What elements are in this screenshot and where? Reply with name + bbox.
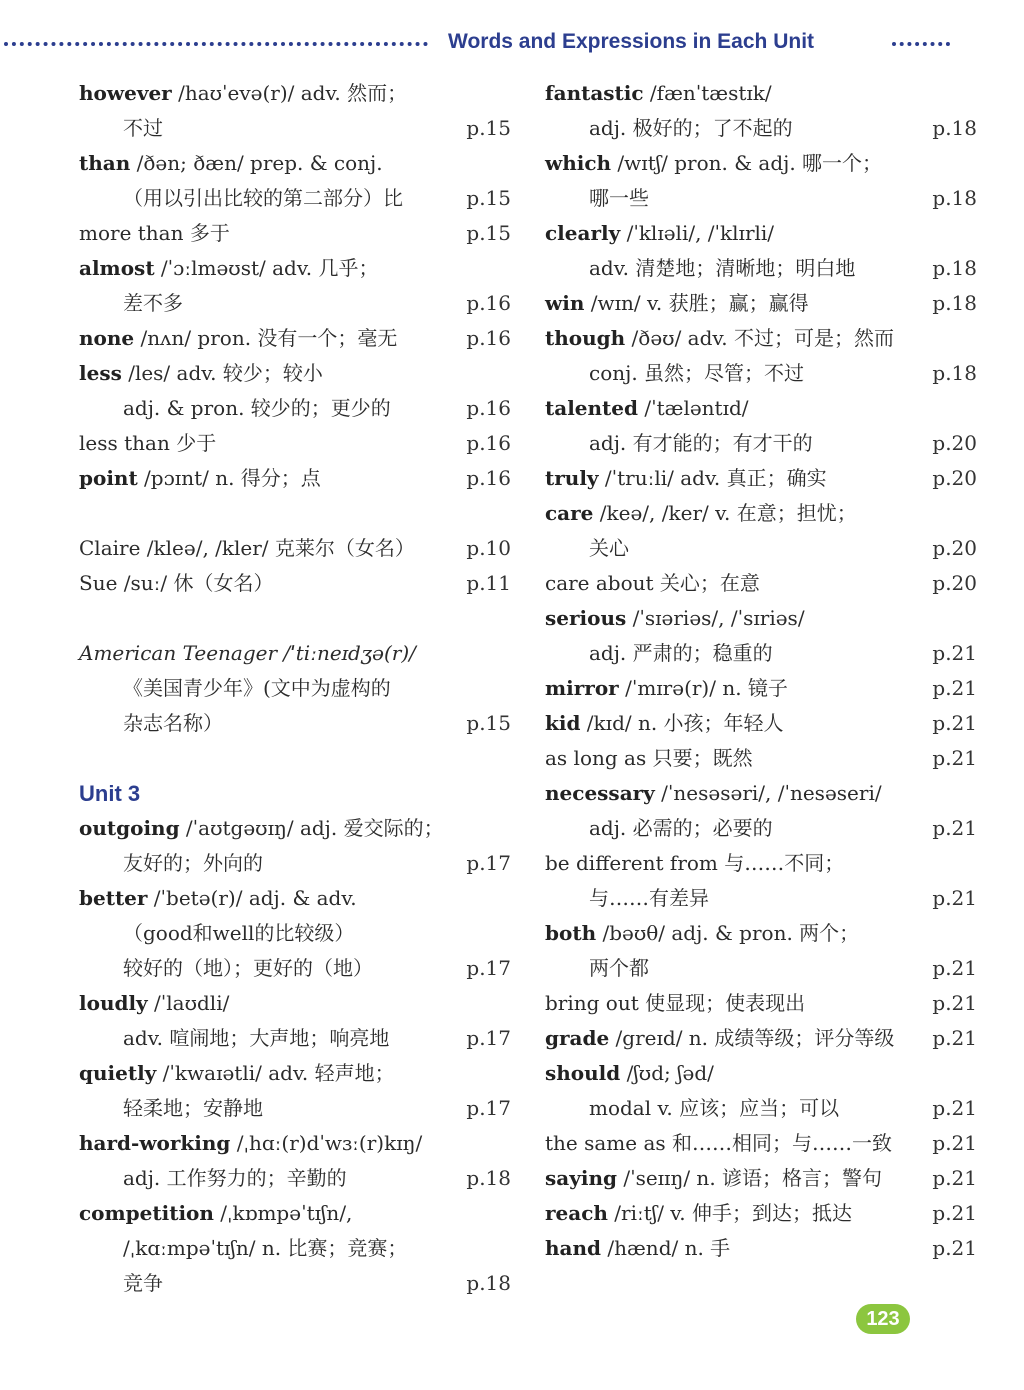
entry-definition: （用以引出比较的第二部分）比: [123, 186, 403, 210]
entry-definition: adv. 喧闹地；大声地；响亮地: [123, 1026, 390, 1050]
page-reference: p.17: [466, 956, 511, 980]
headword: kid: [545, 711, 581, 735]
entry-definition: /wɪn/ v. 获胜；赢；赢得: [584, 291, 809, 315]
page-reference: p.21: [932, 1026, 977, 1050]
vocab-entry-line: [545, 321, 985, 356]
vocab-entry-line: [79, 986, 519, 1021]
headword: reach: [545, 1201, 608, 1225]
page-reference: p.16: [466, 466, 511, 490]
page-reference: p.20: [932, 431, 977, 455]
page-reference: p.18: [466, 1166, 511, 1190]
entry-definition: adv. 清楚地；清晰地；明白地: [589, 256, 856, 280]
entry-definition: /ˈbetə(r)/ adj. & adv.: [147, 886, 357, 910]
vocab-entry-line: [545, 706, 985, 741]
vocab-entry-line: [545, 1056, 985, 1091]
page-reference: p.21: [932, 1131, 977, 1155]
vocab-entry-line: [545, 601, 985, 636]
headword: care: [545, 501, 594, 525]
entry-definition: /ˈnesəsəri/, /ˈnesəseri/: [654, 781, 882, 805]
right-column: [545, 76, 985, 1266]
vocab-entry-line: [79, 846, 519, 881]
entry-definition: /ˈtæləntɪd/: [638, 396, 749, 420]
entry-definition: adj. 有才能的；有才干的: [589, 431, 813, 455]
page-reference: p.18: [932, 186, 977, 210]
vocab-entry-line: [79, 1231, 519, 1266]
vocab-entry-line: [79, 1161, 519, 1196]
page-reference: p.21: [932, 816, 977, 840]
vocab-entry-line: [545, 811, 985, 846]
page-reference: p.21: [932, 1096, 977, 1120]
headword: almost: [79, 256, 155, 280]
entry-definition: American Teenager /ˈtiːneɪdʒə(r)/: [79, 641, 416, 665]
vocab-entry-line: [79, 251, 519, 286]
entry-definition: /ðəʊ/ adv. 不过；可是；然而: [625, 326, 895, 350]
vocab-entry-line: [545, 846, 985, 881]
headword: serious: [545, 606, 627, 630]
vocab-entry-line: [79, 181, 519, 216]
header-dotted-rule-left: [4, 42, 428, 46]
unit-heading: [79, 776, 519, 811]
page-reference: p.18: [932, 291, 977, 315]
vocab-entry-line: [545, 986, 985, 1021]
vocab-entry-line: [545, 1021, 985, 1056]
entry-definition: /haʊˈevə(r)/ adv. 然而；: [171, 81, 408, 105]
entry-definition: 较好的（地）；更好的（地）: [123, 956, 373, 980]
vocab-entry-line: [545, 1161, 985, 1196]
vocab-entry-line: [545, 76, 985, 111]
page-reference: p.20: [932, 571, 977, 595]
entry-definition: /bəʊθ/ adj. & pron. 两个；: [596, 921, 860, 945]
entry-definition: adj. 工作努力的；辛勤的: [123, 1166, 347, 1190]
headword: hard-working: [79, 1131, 231, 1155]
vocab-entry-line: [545, 1091, 985, 1126]
entry-definition: 竞争: [123, 1271, 163, 1295]
vocab-entry-line: [79, 1196, 519, 1231]
entry-spacer: [79, 741, 519, 776]
entry-definition: /ˌhɑː(r)dˈwɜː(r)kɪŋ/: [230, 1131, 423, 1155]
vocab-entry-line: [79, 426, 519, 461]
entry-definition: 关心: [589, 536, 629, 560]
vocab-entry-line: [545, 216, 985, 251]
header-dotted-rule-right: [892, 42, 950, 46]
entry-definition: conj. 虽然；尽管；不过: [589, 361, 805, 385]
entry-definition: more than 多于: [79, 221, 230, 245]
entry-definition: Claire /kleə/, /kler/ 克莱尔（女名）: [79, 536, 415, 560]
entry-definition: （good和well的比较级）: [123, 921, 355, 945]
entry-definition: /ˈtruːli/ adv. 真正；确实: [598, 466, 827, 490]
entry-definition: /ˈsɪəriəs/, /ˈsɪriəs/: [626, 606, 805, 630]
vocab-entry-line: [545, 741, 985, 776]
entry-definition: /ˌkɑːmpəˈtɪʃn/ n. 比赛；竞赛；: [123, 1236, 408, 1260]
entry-definition: /hænd/ n. 手: [601, 1236, 731, 1260]
vocab-entry-line: [79, 916, 519, 951]
page-reference: p.21: [932, 746, 977, 770]
page-reference: p.21: [932, 991, 977, 1015]
page-reference: p.16: [466, 396, 511, 420]
vocab-entry-line: [545, 111, 985, 146]
entry-definition: /riːtʃ/ v. 伸手；到达；抵达: [607, 1201, 852, 1225]
entry-definition: /ˈɔːlməʊst/ adv. 几乎；: [154, 256, 379, 280]
entry-definition: 友好的；外向的: [123, 851, 263, 875]
page-reference: p.21: [932, 641, 977, 665]
page-reference: p.10: [466, 536, 511, 560]
page-reference: p.21: [932, 1201, 977, 1225]
page-reference: p.15: [466, 116, 511, 140]
entry-definition: 与……有差异: [589, 886, 709, 910]
entry-definition: 两个都: [589, 956, 649, 980]
vocab-entry-line: [79, 636, 519, 671]
vocab-entry-line: [79, 811, 519, 846]
vocab-entry-line: [545, 286, 985, 321]
vocab-entry-line: [545, 461, 985, 496]
entry-definition: be different from 与……不同；: [545, 851, 845, 875]
entry-definition: /ʃʊd; ʃəd/: [620, 1061, 714, 1085]
entry-definition: as long as 只要；既然: [545, 746, 753, 770]
page-reference: p.17: [466, 851, 511, 875]
entry-definition: /ˌkɒmpəˈtɪʃn/,: [213, 1201, 353, 1225]
page-reference: p.15: [466, 221, 511, 245]
vocab-entry-line: [79, 1091, 519, 1126]
headword: outgoing: [79, 816, 180, 840]
headword: none: [79, 326, 135, 350]
entry-definition: /ˈaʊtgəʊɪŋ/ adj. 爱交际的；: [179, 816, 444, 840]
page-reference: p.15: [466, 711, 511, 735]
headword: better: [79, 886, 148, 910]
page-reference: p.21: [932, 1166, 977, 1190]
page-number-badge: 123: [856, 1304, 910, 1334]
entry-definition: /greɪd/ n. 成绩等级；评分等级: [609, 1026, 895, 1050]
entry-definition: less than 少于: [79, 431, 217, 455]
entry-definition: adj. 必需的；必要的: [589, 816, 773, 840]
vocab-entry-line: [79, 1126, 519, 1161]
vocab-entry-line: [79, 1266, 519, 1301]
entry-definition: /pɔɪnt/ n. 得分；点: [137, 466, 321, 490]
vocab-entry-line: [545, 391, 985, 426]
entry-definition: care about 关心；在意: [545, 571, 760, 595]
vocab-entry-line: [79, 951, 519, 986]
entry-definition: 杂志名称）: [123, 711, 223, 735]
vocab-entry-line: [79, 321, 519, 356]
headword: less: [79, 361, 122, 385]
entry-definition: /fænˈtæstɪk/: [643, 81, 772, 105]
vocab-entry-line: [545, 776, 985, 811]
vocab-entry-line: [545, 1196, 985, 1231]
vocab-entry-line: [545, 181, 985, 216]
vocab-entry-line: [545, 356, 985, 391]
page-reference: p.21: [932, 956, 977, 980]
left-column: [79, 76, 519, 1301]
entry-definition: 哪一些: [589, 186, 649, 210]
page-reference: p.20: [932, 536, 977, 560]
vocab-entry-line: [79, 286, 519, 321]
headword: quietly: [79, 1061, 157, 1085]
entry-definition: 不过: [123, 116, 163, 140]
page-reference: p.21: [932, 886, 977, 910]
page-reference: p.18: [932, 361, 977, 385]
vocab-entry-line: [545, 146, 985, 181]
page-reference: p.21: [932, 1236, 977, 1260]
page-reference: p.16: [466, 431, 511, 455]
vocab-entry-line: [79, 216, 519, 251]
vocab-entry-line: [545, 951, 985, 986]
entry-spacer: [79, 601, 519, 636]
vocab-entry-line: [79, 531, 519, 566]
vocab-entry-line: [545, 496, 985, 531]
entry-definition: modal v. 应该；应当；可以: [589, 1096, 840, 1120]
vocab-entry-line: [79, 1056, 519, 1091]
page-reference: p.21: [932, 711, 977, 735]
entry-definition: /ˈkwaɪətli/ adv. 轻声地；: [156, 1061, 395, 1085]
headword: both: [545, 921, 597, 945]
entry-definition: /ˈklɪəli/, /ˈklɪrli/: [620, 221, 775, 245]
headword: saying: [545, 1166, 617, 1190]
headword: grade: [545, 1026, 610, 1050]
vocab-entry-line: [545, 1126, 985, 1161]
vocab-entry-line: [79, 461, 519, 496]
vocab-entry-line: [79, 391, 519, 426]
entry-definition: /ˈmɪrə(r)/ n. 镜子: [618, 676, 788, 700]
entry-definition: 《美国青少年》(文中为虚构的: [123, 676, 391, 700]
headword: truly: [545, 466, 599, 490]
page-reference: p.15: [466, 186, 511, 210]
page-reference: p.21: [932, 676, 977, 700]
vocab-entry-line: [79, 671, 519, 706]
headword: talented: [545, 396, 639, 420]
vocab-entry-line: [545, 636, 985, 671]
headword: clearly: [545, 221, 621, 245]
page-header: [0, 30, 1024, 60]
entry-definition: the same as 和……相同；与……一致: [545, 1131, 893, 1155]
vocab-entry-line: [79, 881, 519, 916]
headword: necessary: [545, 781, 655, 805]
page-reference: p.17: [466, 1096, 511, 1120]
headword: win: [545, 291, 585, 315]
entry-definition: adj. 极好的；了不起的: [589, 116, 793, 140]
entry-definition: Sue /suː/ 休（女名）: [79, 571, 274, 595]
page-reference: p.18: [466, 1271, 511, 1295]
vocab-entry-line: [79, 146, 519, 181]
vocab-entry-line: [545, 881, 985, 916]
page-reference: p.18: [932, 256, 977, 280]
entry-definition: /nʌn/ pron. 没有一个；毫无: [134, 326, 398, 350]
headword: than: [79, 151, 131, 175]
entry-definition: /kɪd/ n. 小孩；年轻人: [580, 711, 784, 735]
page-reference: p.16: [466, 326, 511, 350]
page-reference: p.20: [932, 466, 977, 490]
vocab-entry-line: [79, 706, 519, 741]
headword: competition: [79, 1201, 214, 1225]
vocab-entry-line: [545, 566, 985, 601]
page-reference: p.17: [466, 1026, 511, 1050]
unit-title: Unit 3: [79, 781, 141, 806]
entry-definition: /keə/, /ker/ v. 在意；担忧；: [593, 501, 857, 525]
entry-definition: /ðən; ðæn/ prep. & conj.: [130, 151, 383, 175]
entry-spacer: [79, 496, 519, 531]
entry-definition: bring out 使显现；使表现出: [545, 991, 806, 1015]
headword: point: [79, 466, 138, 490]
headword: loudly: [79, 991, 148, 1015]
vocab-entry-line: [79, 1021, 519, 1056]
page-reference: p.11: [466, 571, 511, 595]
page-reference: p.18: [932, 116, 977, 140]
vocab-entry-line: [79, 76, 519, 111]
entry-definition: /les/ adv. 较少；较小: [121, 361, 323, 385]
vocab-entry-line: [545, 1231, 985, 1266]
page-header-title: Words and Expressions in Each Unit: [448, 30, 815, 53]
entry-definition: 差不多: [123, 291, 183, 315]
headword: mirror: [545, 676, 619, 700]
headword: should: [545, 1061, 621, 1085]
headword: fantastic: [545, 81, 644, 105]
entry-definition: adj. & pron. 较少的；更少的: [123, 396, 391, 420]
vocab-entry-line: [545, 916, 985, 951]
vocab-entry-line: [545, 531, 985, 566]
entry-definition: adj. 严肃的；稳重的: [589, 641, 773, 665]
entry-definition: 轻柔地；安静地: [123, 1096, 263, 1120]
entry-definition: /ˈlaʊdli/: [147, 991, 230, 1015]
page-reference: p.16: [466, 291, 511, 315]
vocab-entry-line: [545, 251, 985, 286]
headword: though: [545, 326, 626, 350]
entry-definition: /ˈseɪɪŋ/ n. 谚语；格言；警句: [616, 1166, 883, 1190]
vocab-entry-line: [79, 356, 519, 391]
vocab-entry-line: [79, 111, 519, 146]
headword: which: [545, 151, 612, 175]
headword: hand: [545, 1236, 602, 1260]
entry-definition: /wɪtʃ/ pron. & adj. 哪一个；: [611, 151, 883, 175]
vocab-entry-line: [545, 426, 985, 461]
headword: however: [79, 81, 172, 105]
vocab-entry-line: [79, 566, 519, 601]
vocab-entry-line: [545, 671, 985, 706]
